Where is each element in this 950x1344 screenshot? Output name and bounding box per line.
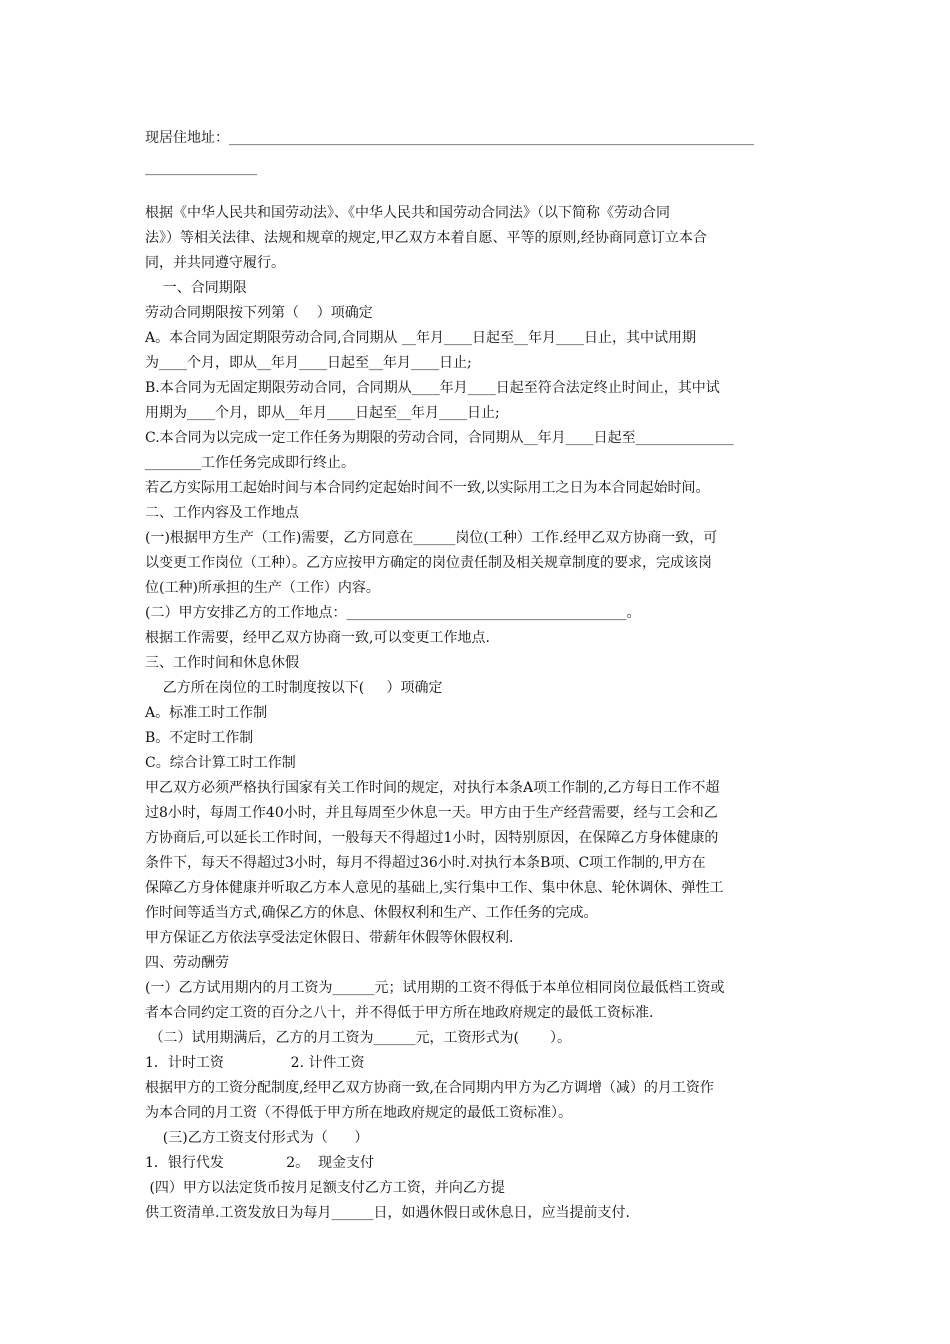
paragraph-line: (二）甲方安排乙方的工作地点：________________________________________。 (145, 605, 641, 621)
paragraph-line: (四）甲方以法定货币按月足额支付乙方工资，并向乙方提 (145, 1180, 505, 1196)
paragraph-line: 以变更工作岗位（工种）。乙方应按甲方确定的岗位责任制及相关规章制度的要求，完成该岗 (145, 555, 712, 571)
preamble-line: 同，并共同遵守履行。 (145, 255, 285, 271)
paragraph-line: 甲方保证乙方依法享受法定休假日、带薪年休假等休假权利. (145, 930, 514, 946)
paragraph-line: 为____个月，即从__年月____日起至__年月____日止; (145, 355, 472, 371)
section-heading-3: 三、工作时间和休息休假 (145, 655, 299, 671)
option-line: B。不定时工作制 (145, 730, 254, 746)
option-line: 1．银行代发 2。 现金支付 (145, 1155, 375, 1171)
paragraph-line: 乙方所在岗位的工时制度按以下( ）项确定 (145, 680, 443, 696)
address-line: 现居住地址：___________________________________________________________________________ (145, 130, 754, 146)
paragraph-line: (一）乙方试用期内的月工资为______元；试用期的工资不得低于本单位相同岗位最低档工资或 (145, 980, 725, 996)
paragraph-line: 保障乙方身体健康并听取乙方本人意见的基础上,实行集中工作、集中休息、轮休调休、弹性工 (145, 880, 724, 896)
preamble-line: 根据《中华人民共和国劳动法》、《中华人民共和国劳动合同法》（以下简称《劳动合同 (145, 205, 670, 221)
option-line: A。标准工时工作制 (145, 705, 268, 721)
option-line: C。综合计算工时工作制 (145, 755, 296, 771)
paragraph-line: A。本合同为固定期限劳动合同,合同期从 __年月____日起至__年月____日止，其中试用期 (145, 330, 697, 346)
paragraph-line: 若乙方实际用工起始时间与本合同约定起始时间不一致,以实际用工之日为本合同起始时间。 (145, 480, 710, 496)
address-line-continued: ________________ (145, 160, 257, 176)
paragraph-line: (一)根据甲方生产（工作)需要，乙方同意在______岗位(工种）工作.经甲乙双方协商一致，可 (145, 530, 718, 546)
paragraph-line: 方协商后,可以延长工作时间，一般每天不得超过1小时，因特别原因，在保障乙方身体健康的 (145, 830, 719, 846)
section-heading-4: 四、劳动酬劳 (145, 955, 229, 971)
section-heading-2: 二、工作内容及工作地点 (145, 505, 299, 521)
section-heading-1: 一、合同期限 (145, 280, 247, 296)
paragraph-line: (三)乙方工资支付形式为（ ） (145, 1130, 369, 1146)
paragraph-line: 条件下，每天不得超过3小时，每月不得超过36小时.对执行本条B项、C项工作制的,甲方在 (145, 855, 706, 871)
paragraph-line: 劳动合同期限按下列第（ ）项确定 (145, 305, 373, 321)
paragraph-line: （二）试用期满后，乙方的月工资为______元，工资形式为( ）。 (145, 1030, 572, 1046)
paragraph-line: 供工资清单.工资发放日为每月______日，如遇休假日或休息日，应当提前支付. (145, 1205, 630, 1221)
paragraph-line: 位(工种)所承担的生产（工作）内容。 (145, 580, 380, 596)
preamble-line: 法》）等相关法律、法规和规章的规定,甲乙双方本着自愿、平等的原则,经协商同意订立本合 (145, 230, 707, 246)
paragraph-line: 作时间等适当方式,确保乙方的休息、休假权利和生产、工作任务的完成。 (145, 905, 598, 921)
paragraph-line: C.本合同为以完成一定工作任务为期限的劳动合同，合同期从__年月____日起至______________ (145, 430, 734, 446)
paragraph-line: B.本合同为无固定期限劳动合同，合同期从____年月____日起至符合法定终止时间止，其中试 (145, 380, 720, 396)
paragraph-line: 甲乙双方必须严格执行国家有关工作时间的规定，对执行本条A项工作制的,乙方每日工作不超 (145, 780, 720, 796)
paragraph-line: 者本合同约定工资的百分之八十，并不得低于甲方所在地政府规定的最低工资标准. (145, 1005, 654, 1021)
paragraph-line: 根据甲方的工资分配制度,经甲乙双方协商一致,在合同期内甲方为乙方调增（减）的月工资作 (145, 1080, 714, 1096)
paragraph-line: 为本合同的月工资（不得低于甲方所在地政府规定的最低工资标准）。 (145, 1105, 572, 1121)
paragraph-line: 根据工作需要，经甲乙双方协商一致,可以变更工作地点. (145, 630, 490, 646)
paragraph-line: 过8小时，每周工作40小时，并且每周至少休息一天。甲方由于生产经营需要，经与工会和乙 (145, 805, 718, 821)
paragraph-line: 用期为____个月，即从__年月____日起至__年月____日止; (145, 405, 500, 421)
option-line: 1．计时工资 2. 计件工资 (145, 1055, 365, 1071)
paragraph-line: ________工作任务完成即行终止。 (145, 455, 355, 471)
